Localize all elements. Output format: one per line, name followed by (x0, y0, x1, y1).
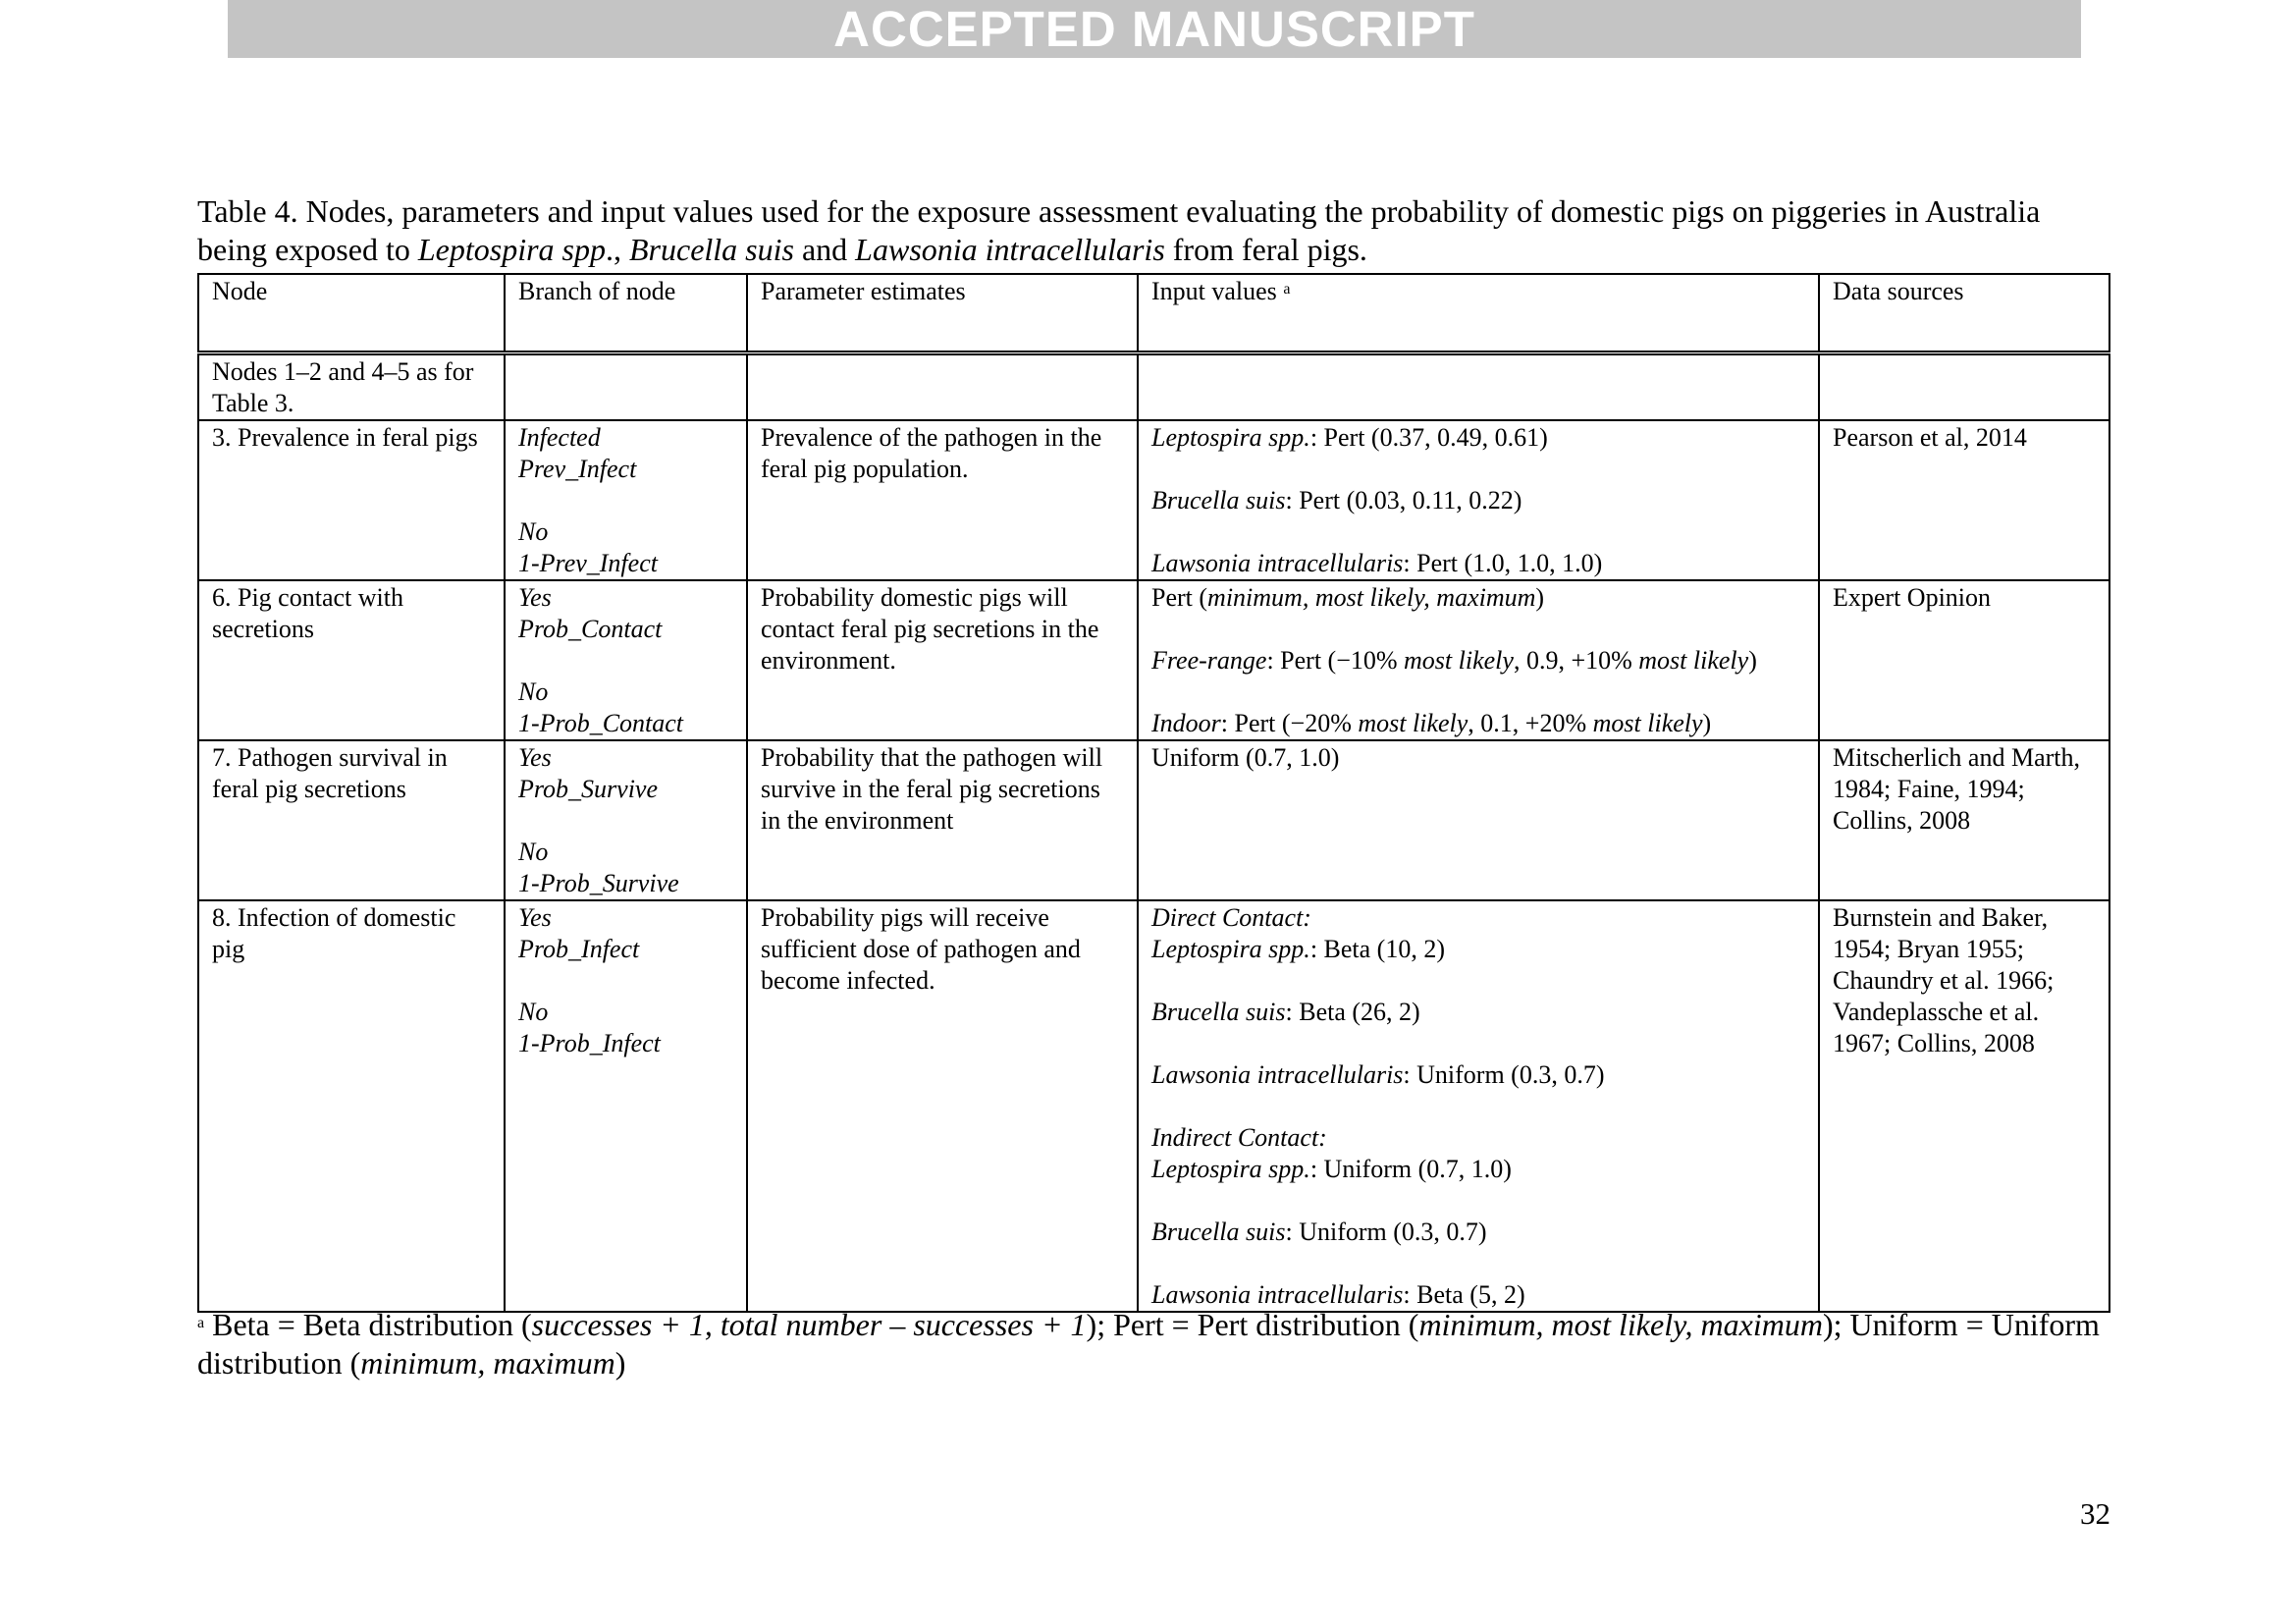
header-sources: Data sources (1819, 274, 2109, 353)
node-cell: 7. Pathogen survival in feral pig secretions (198, 740, 505, 900)
node-cell: 3. Prevalence in feral pigs (198, 420, 505, 580)
branch-cell (505, 353, 747, 421)
table-caption: Table 4. Nodes, parameters and input values used for the exposure assessment evaluating the probability of domestic pigs on piggeries in Australia being exposed to Leptospira spp., Brucella suis and Lawsonia intracellularis from feral pigs. (197, 193, 2041, 267)
node-cell: 8. Infection of domestic pig (198, 900, 505, 1312)
branch-cell: Yes Prob_Survive No 1-Prob_Survive (505, 740, 747, 900)
param-cell (747, 353, 1138, 421)
table-row (198, 740, 2109, 900)
branch-cell: Yes Prob_Infect No 1-Prob_Infect (505, 900, 747, 1312)
table-row (198, 420, 2109, 580)
param-cell: Probability pigs will receive sufficient dose of pathogen and become infected. (747, 900, 1138, 1312)
param-cell: Prevalence of the pathogen in the feral pig population. (747, 420, 1138, 580)
accepted-manuscript-banner: ACCEPTED MANUSCRIPT (228, 0, 2081, 58)
source-cell: Mitscherlich and Marth, 1984; Faine, 1994; Collins, 2008 (1819, 740, 2109, 900)
table-header-row (198, 274, 2109, 353)
node-cell: Nodes 1–2 and 4–5 as for Table 3. (198, 353, 505, 421)
branch-cell: Infected Prev_Infect No 1-Prev_Infect (505, 420, 747, 580)
page-number: 32 (2080, 1496, 2110, 1531)
header-param: Parameter estimates (747, 274, 1138, 353)
table-row (198, 900, 2109, 1312)
source-cell: Burnstein and Baker, 1954; Bryan 1955; Chaundry et al. 1966; Vandeplassche et al. 1967; Collins, 2008 (1819, 900, 2109, 1312)
source-cell: Pearson et al, 2014 (1819, 420, 2109, 580)
input-cell: Leptospira spp.: Pert (0.37, 0.49, 0.61) Brucella suis: Pert (0.03, 0.11, 0.22) Lawsonia intracellularis: Pert (1.0, 1.0, 1.0) (1138, 420, 1819, 580)
exposure-assessment-table (197, 273, 2110, 1313)
param-cell: Probability domestic pigs will contact feral pig secretions in the environment. (747, 580, 1138, 740)
header-node: Node (198, 274, 505, 353)
input-cell: Pert (minimum, most likely, maximum) Free-range: Pert (−10% most likely, 0.9, +10% most likely) Indoor: Pert (−20% most likely, 0.1, +20% most likely) (1138, 580, 1819, 740)
input-cell: Uniform (0.7, 1.0) (1138, 740, 1819, 900)
source-cell (1819, 353, 2109, 421)
param-cell: Probability that the pathogen will survive in the feral pig secretions in the environment (747, 740, 1138, 900)
table-row (198, 353, 2109, 421)
source-cell: Expert Opinion (1819, 580, 2109, 740)
node-cell: 6. Pig contact with secretions (198, 580, 505, 740)
branch-cell: Yes Prob_Contact No 1-Prob_Contact (505, 580, 747, 740)
header-input: Input values $^a$ (1138, 274, 1819, 353)
input-cell (1138, 353, 1819, 421)
header-branch: Branch of node (505, 274, 747, 353)
table-row (198, 580, 2109, 740)
input-cell: Direct Contact: Leptospira spp.: Beta (10, 2) Brucella suis: Beta (26, 2) Lawsonia intracellularis: Uniform (0.3, 0.7) Indirect Contact: Leptospira spp.: Uniform (0.7, 1.0) Brucella suis: Uniform (0.3, 0.7) Lawsonia intracellularis: Beta (5, 2) (1138, 900, 1819, 1312)
table-footnote: $^a$ Beta = Beta distribution (successes + 1, total number – successes + 1); Pert = Pert distribution (minimum, most likely, maximum); Uniform = Uniform distribution (minimum, maximum) (197, 1307, 2100, 1380)
